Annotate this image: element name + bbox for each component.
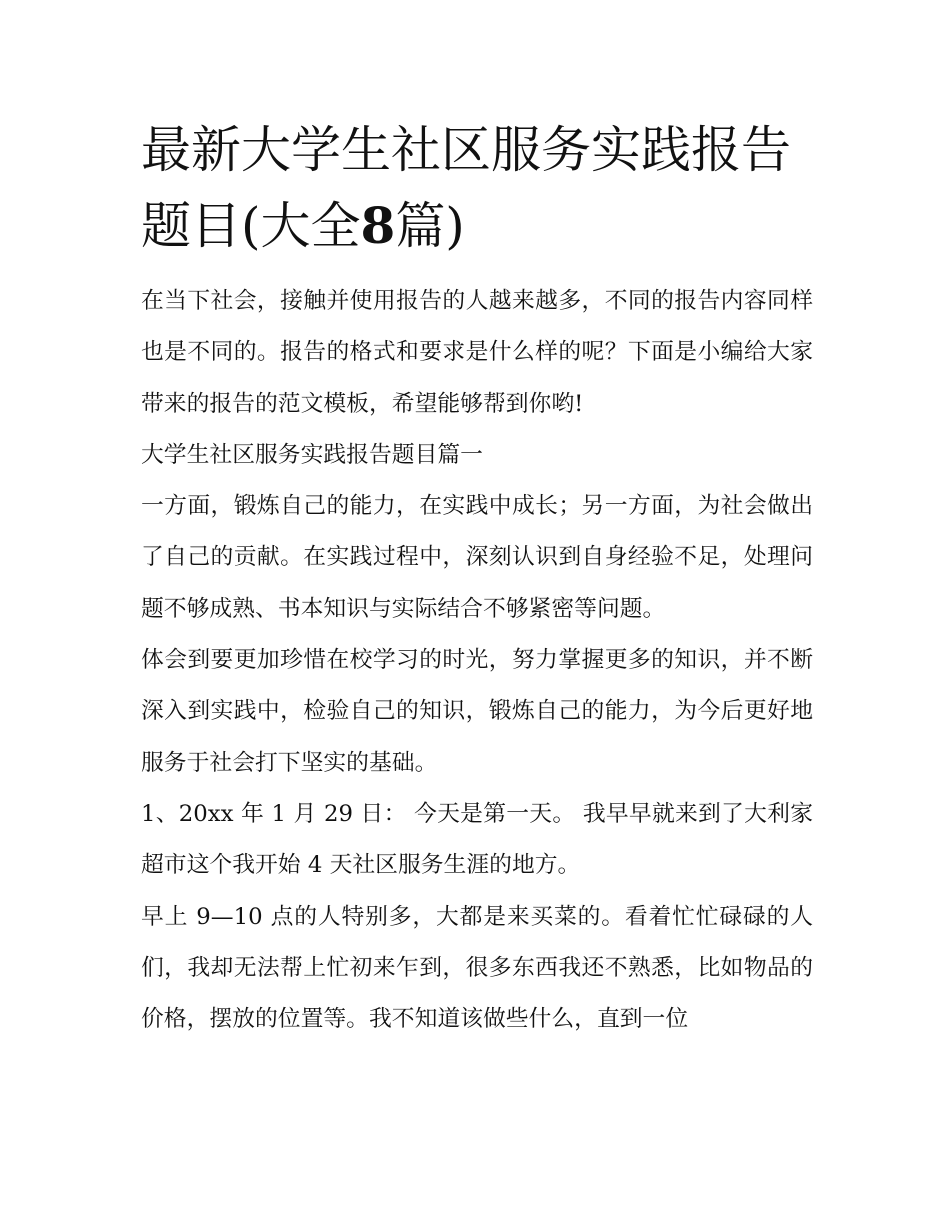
document-body <box>141 276 813 1045</box>
title-line-1: 最新大学生社区服务实践报告 <box>141 121 791 179</box>
intro-paragraph: 在当下社会，接触并使用报告的人越来越多，不同的报告内容同样也是不同的。报告的格式和要求是什么样的呢？下面是小编给大家带来的报告的范文模板，希望能够帮到你哟! <box>141 288 813 417</box>
title-line-2-suffix: 篇) <box>395 197 465 255</box>
title-line-2-prefix: 题目(大全 <box>141 197 361 255</box>
body-paragraph: 1、20xx 年 1 月 29 日： 今天是第一天。 我早早就来到了大利家超市这个我开始 4 天社区服务生涯的地方。 <box>141 800 813 879</box>
body-paragraph: 一方面，锻炼自己的能力，在实践中成长；另一方面，为社会做出了自己的贡献。在实践过程中，深刻认识到自身经验不足，处理问题不够成熟、书本知识与实际结合不够紧密等问题。 <box>141 493 813 622</box>
title-line-2-number: 8 <box>360 196 396 255</box>
section-heading: 大学生社区服务实践报告题目篇一 <box>141 441 483 468</box>
document-content <box>141 112 813 1045</box>
body-paragraph: 早上 9—10 点的人特别多，大都是来买菜的。看着忙忙碌碌的人们，我却无法帮上忙初来乍到，很多东西我还不熟悉，比如物品的价格，摆放的位置等。我不知道该做些什么，直到一位 <box>141 903 813 1033</box>
document-title <box>141 112 813 264</box>
body-paragraph: 体会到要更加珍惜在校学习的时光，努力掌握更多的知识，并不断深入到实践中，检验自己的知识，锻炼自己的能力，为今后更好地服务于社会打下坚实的基础。 <box>141 647 813 776</box>
